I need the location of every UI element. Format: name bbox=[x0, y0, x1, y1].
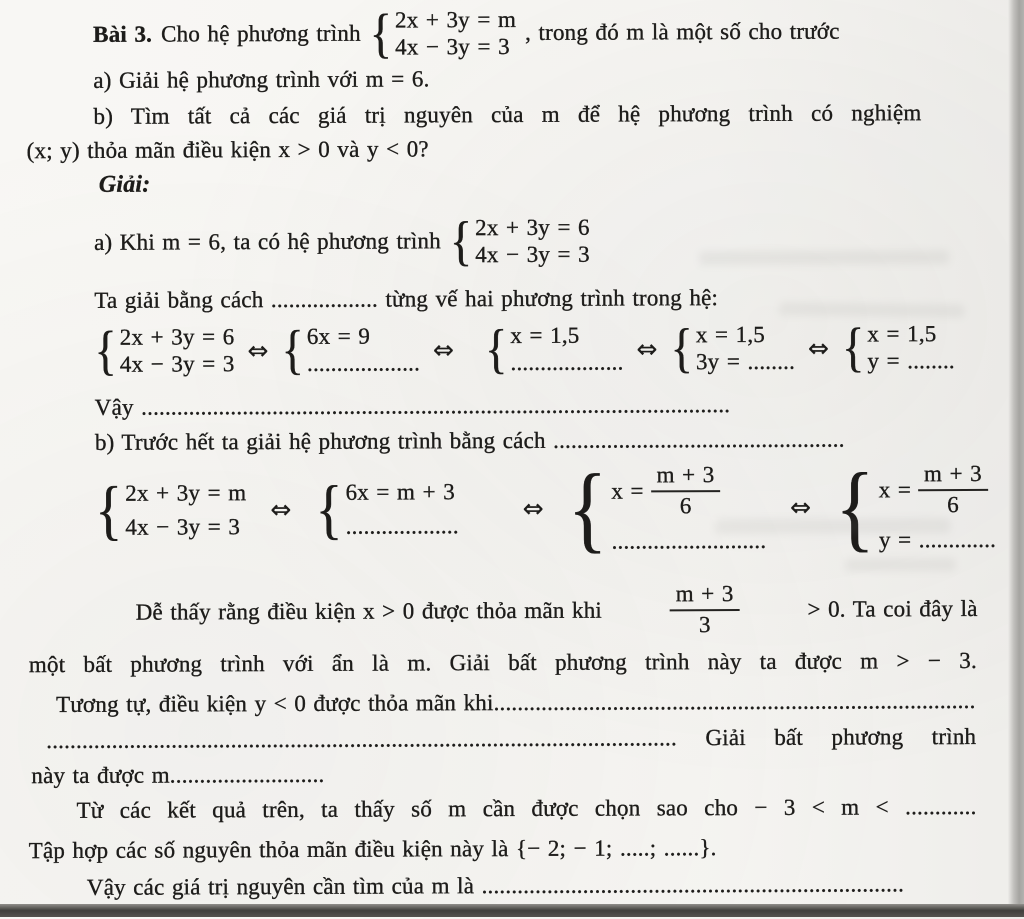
chain-a-system-5 bbox=[841, 316, 955, 378]
chain-a-system-4 bbox=[670, 317, 796, 378]
iff-arrow: ⇔ bbox=[432, 334, 455, 364]
equation-top: x = 1,5 bbox=[695, 321, 766, 348]
solution-b-para1-line2: một bất phương trình với ẩn là m. Giải bất phương trình này ta được m > − 3. bbox=[28, 647, 977, 678]
iff-arrow: ⇔ bbox=[790, 492, 812, 522]
fraction-denominator: 6 bbox=[947, 492, 959, 518]
equation-top: 2x + 3y = m bbox=[125, 479, 247, 506]
solution-b-para1-line1 bbox=[136, 580, 978, 641]
left-brace: { bbox=[315, 472, 343, 546]
problem-statement-line bbox=[93, 2, 840, 64]
solution-b-para2-line2 bbox=[46, 724, 976, 754]
chain-b-system-2 bbox=[315, 472, 459, 546]
solution-a-conclusion: Vậy ................................................................................................... bbox=[94, 392, 731, 420]
equation-top: 6x = m + 3 bbox=[345, 478, 455, 505]
ink-bleed-artifact bbox=[779, 302, 964, 317]
solution-b-conclusion: Vậy các giá trị nguyên cần tìm của m là ....................................................................... bbox=[86, 871, 905, 900]
equation-top: x = 1,5 bbox=[510, 322, 580, 349]
blank-dots: .......................... bbox=[611, 527, 767, 554]
fraction-denominator: 6 bbox=[679, 493, 692, 519]
fraction-numerator: m + 3 bbox=[670, 581, 740, 611]
fraction bbox=[651, 462, 721, 519]
equation-system-a bbox=[449, 210, 590, 271]
problem-label: Bài 3. bbox=[93, 21, 153, 47]
chain-a-system-2 bbox=[281, 319, 421, 380]
para2-line2-text: Giải bất phương trình bbox=[705, 723, 977, 751]
left-brace: { bbox=[281, 319, 305, 380]
solution-a-method: Ta giải bằng cách .................. từng vế hai phương trình trong hệ: bbox=[94, 285, 719, 313]
equation-bottom: 4x − 3y = 3 bbox=[119, 351, 235, 377]
blank-dots: ................... bbox=[510, 349, 624, 376]
fraction bbox=[918, 461, 988, 518]
solution-b-para3-line2: Tập hợp các số nguyên thỏa mãn điều kiện này là {− 2; − 1; .....; ......}. bbox=[28, 835, 717, 864]
chain-a-system-1 bbox=[94, 320, 235, 381]
iff-arrow: ⇔ bbox=[270, 494, 292, 525]
equation-bottom: 4x − 3y = 3 bbox=[475, 241, 590, 268]
ink-bleed-artifact bbox=[699, 250, 949, 265]
blank-dots: .......................................................................................................... bbox=[46, 725, 677, 754]
equation-top: 2x + 3y = m bbox=[394, 6, 517, 33]
solution-b-para2-line3: này ta được m.......................... bbox=[31, 761, 325, 789]
chain-a-system-3 bbox=[484, 318, 624, 379]
equation-bottom: y = ........ bbox=[867, 348, 955, 374]
scan-edge-bottom bbox=[0, 904, 1024, 917]
equation-with-fraction bbox=[879, 461, 996, 519]
equation-top: 2x + 3y = 6 bbox=[119, 324, 235, 350]
equation-chain-b bbox=[95, 452, 997, 562]
equation-bottom: 4x − 3y = 3 bbox=[395, 34, 510, 60]
equation-top: 2x + 3y = 6 bbox=[475, 214, 590, 241]
left-brace: { bbox=[449, 210, 473, 271]
equation-chain-a bbox=[94, 316, 955, 381]
left-brace: { bbox=[484, 318, 508, 379]
question-part-b-line2: (x; y) thỏa mãn điều kiện x > 0 và y < 0? bbox=[26, 136, 429, 164]
equation-bottom: 3y = ........ bbox=[695, 348, 796, 375]
fraction-denominator: 3 bbox=[698, 612, 711, 638]
solution-b-para2-line1: Tương tự, điều kiện y < 0 được thỏa mãn khi................................................................................. bbox=[56, 687, 976, 717]
left-brace: { bbox=[369, 2, 393, 64]
para1-after: > 0. Ta coi đây là bbox=[807, 595, 978, 622]
left-brace: { bbox=[670, 317, 694, 378]
iff-arrow: ⇔ bbox=[247, 335, 269, 365]
scan-edge-right bbox=[1008, 0, 1024, 917]
problem-outro: , trong đó m là một số cho trước bbox=[525, 18, 840, 45]
equation-top: 6x = 9 bbox=[306, 323, 371, 349]
chain-b-system-3 bbox=[567, 453, 767, 562]
inline-fraction bbox=[670, 581, 740, 638]
iff-arrow: ⇔ bbox=[636, 333, 658, 363]
equation-system-problem bbox=[369, 2, 517, 64]
blank-dots: ................... bbox=[345, 512, 459, 539]
left-brace: { bbox=[95, 473, 123, 547]
blank-dots: ................... bbox=[306, 350, 421, 376]
solution-a-lead: a) Khi m = 6, ta có hệ phương trình bbox=[93, 228, 441, 255]
ink-bleed-artifact bbox=[845, 558, 955, 571]
question-part-b-line1: b) Tìm tất cả các giá trị nguyên của m để hệ phương trình có nghiệm bbox=[93, 100, 922, 129]
left-brace: { bbox=[841, 316, 865, 378]
left-brace: { bbox=[94, 320, 117, 381]
x-equals: x = bbox=[611, 477, 644, 504]
fraction-numerator: m + 3 bbox=[651, 462, 721, 492]
solution-a-lead-line bbox=[93, 210, 590, 271]
solution-b-lead: b) Trước hết ta giải hệ phương trình bằng cách ................................................. bbox=[94, 426, 845, 455]
iff-arrow: ⇔ bbox=[522, 493, 544, 523]
fraction-numerator: m + 3 bbox=[918, 461, 988, 491]
solution-b-para3-line1: Từ các kết quả trên, ta thấy số m cần được chọn sao cho − 3 < m < ............ bbox=[76, 793, 977, 823]
ink-bleed-artifact bbox=[715, 518, 950, 534]
equation-top: x = 1,5 bbox=[867, 321, 937, 347]
left-brace: { bbox=[835, 452, 876, 561]
iff-arrow: ⇔ bbox=[807, 333, 830, 363]
para1-before: Dễ thấy rằng điều kiện x > 0 được thỏa mãn khi bbox=[135, 597, 603, 625]
chain-b-system-4 bbox=[835, 452, 997, 561]
equation-with-fraction bbox=[611, 462, 766, 520]
solution-heading: Giải: bbox=[98, 171, 151, 198]
equation-bottom: 4x − 3y = 3 bbox=[125, 513, 241, 540]
problem-intro: Cho hệ phương trình bbox=[161, 20, 361, 47]
equation-bottom: y = ............. bbox=[878, 526, 997, 553]
x-equals: x = bbox=[878, 476, 912, 502]
question-part-a: a) Giải hệ phương trình với m = 6. bbox=[93, 66, 430, 93]
left-brace: { bbox=[567, 453, 608, 562]
chain-b-system-1 bbox=[95, 473, 247, 547]
